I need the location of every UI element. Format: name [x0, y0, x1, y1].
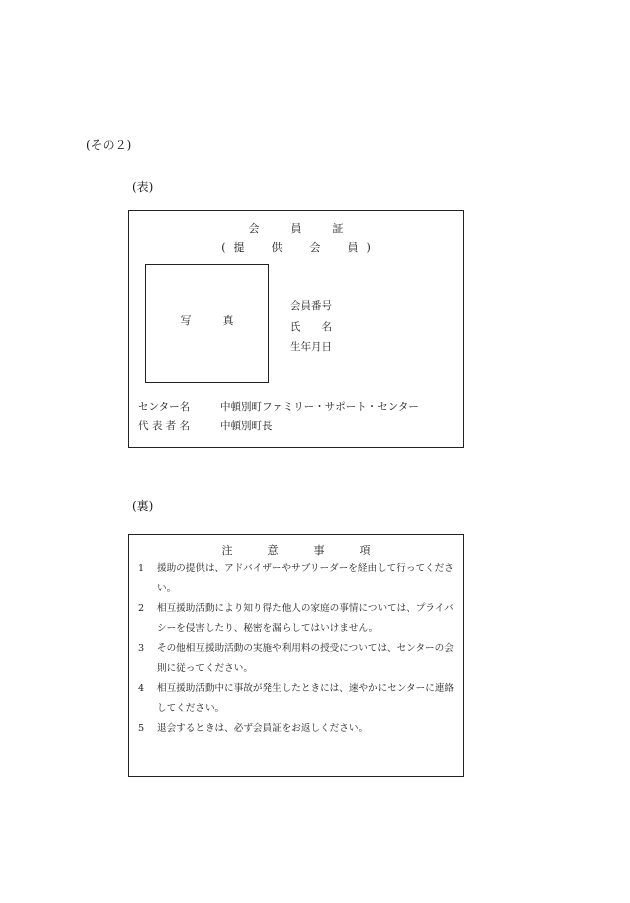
notice-item-number: 3 [138, 643, 145, 654]
notice-item-number: 5 [138, 723, 145, 734]
back-heading: (裏) [132, 499, 154, 513]
field-birthdate: 生年月日 [290, 341, 332, 353]
card-title: 会 員 証 [248, 222, 354, 235]
notice-item-text: 相互援助活動により知り得た他人の家庭の事情については、プライバシーを侵害したり、秘密を漏らしてはいけません。 [157, 603, 454, 634]
notice-item-text: その他相互援助活動の実施や利用料の授受については、センターの会則に従ってください。 [157, 643, 454, 674]
center-name-value: 中頓別町ファミリー・サポート・センター [220, 401, 419, 413]
photo-box [145, 264, 269, 383]
notice-item-text: 援助の提供は、アドバイザーやサブリーダーを経由して行ってください。 [157, 563, 454, 594]
front-heading: (表) [132, 180, 154, 194]
notice-item-number: 4 [138, 683, 145, 694]
center-name-label: センター名 [138, 401, 191, 413]
notice-item-number: 1 [138, 563, 145, 574]
document-label: (その２) [86, 138, 132, 152]
field-name: 氏 名 [290, 321, 332, 333]
notice-item-text: 相互援助活動中に事故が発生したときには、速やかにセンターに連絡してください。 [157, 683, 455, 714]
representative-label: 代 表 者 名 [138, 420, 191, 432]
membership-card-front [128, 210, 464, 448]
notice-item-text: 退会するときは、必ず会員証をお返しください。 [157, 723, 369, 734]
photo-label: 写 真 [180, 314, 244, 327]
membership-card-back [128, 534, 464, 777]
notice-item-number: 2 [138, 603, 145, 614]
field-member-number: 会員番号 [290, 300, 332, 312]
notice-title: 注 意 事 項 [221, 544, 383, 557]
representative-value: 中頓別町長 [220, 420, 273, 432]
card-subtitle: (提 供 会 員) [221, 241, 379, 254]
